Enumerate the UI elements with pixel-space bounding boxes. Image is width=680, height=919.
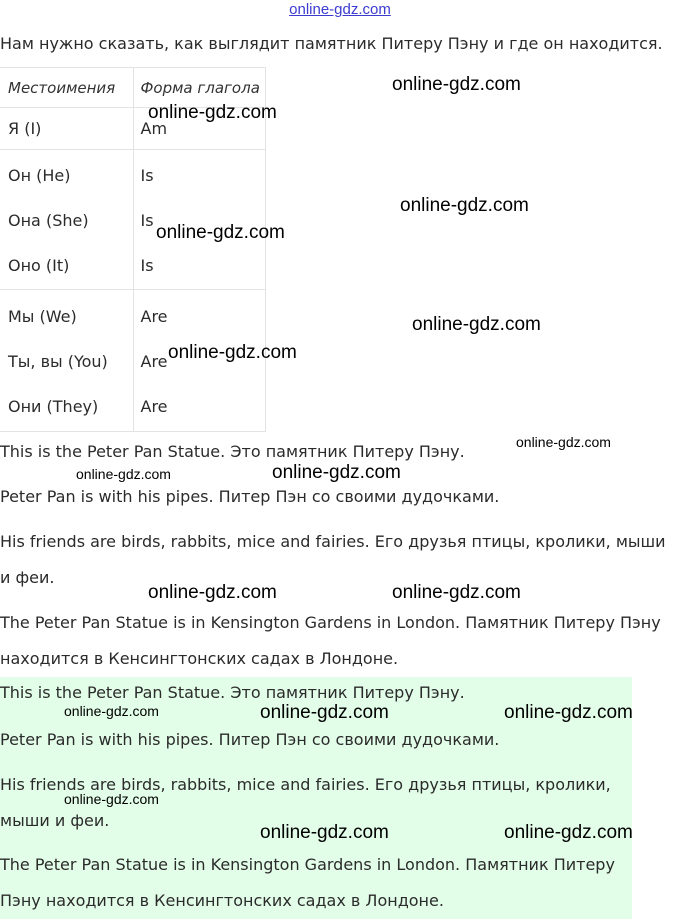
verb-cell: Is — [140, 211, 154, 230]
pronoun-cell: Мы (We) — [8, 307, 77, 326]
verb-cell: Are — [140, 307, 168, 326]
pronoun-cell: Оно (It) — [8, 256, 70, 275]
watermark: online-gdz.com — [392, 582, 521, 603]
watermark: online-gdz.com — [168, 342, 297, 363]
answer-line: The Peter Pan Statue is in Kensington Gardens in London. Памятник Питеру — [0, 855, 615, 874]
verb-cell: Am — [140, 119, 168, 138]
text-line: The Peter Pan Statue is in Kensington Gardens in London. Памятник Питеру Пэну — [0, 613, 661, 632]
watermark: online-gdz.com — [148, 582, 277, 603]
table-row — [0, 150, 265, 290]
verb-cell: Are — [140, 352, 168, 371]
answer-line: мыши и феи. — [0, 811, 110, 830]
table-header-pronouns: Местоимения — [0, 68, 133, 108]
watermark: online-gdz.com — [156, 222, 285, 243]
watermark: online-gdz.com — [260, 702, 389, 723]
watermark: online-gdz.com — [148, 102, 277, 123]
watermark: online-gdz.com — [260, 822, 389, 843]
answer-line: Peter Pan is with his pipes. Питер Пэн со своими дудочками. — [0, 730, 500, 749]
text-line: и феи. — [0, 568, 55, 587]
pronoun-cell: Ты, вы (You) — [8, 352, 108, 371]
answer-line: This is the Peter Pan Statue. Это памятник Питеру Пэну. — [0, 683, 465, 702]
text-line: находится в Кенсингтонских садах в Лондоне. — [0, 649, 399, 668]
site-header-link[interactable]: online-gdz.com — [289, 1, 391, 18]
answer-line: Пэну находится в Кенсингтонских садах в Лондоне. — [0, 891, 444, 910]
pronoun-cell: Они (They) — [8, 397, 99, 416]
pronoun-cell: Она (She) — [8, 211, 89, 230]
pronoun-cell: Он (He) — [8, 166, 71, 185]
watermark: online-gdz.com — [504, 822, 633, 843]
table-header-verb-form: Форма глагола — [133, 68, 265, 108]
verb-cell: Is — [140, 166, 154, 185]
answer-line: His friends are birds, rabbits, mice and fairies. Его друзья птицы, кролики, — [0, 775, 611, 794]
watermark: online-gdz.com — [272, 462, 401, 483]
watermark: online-gdz.com — [76, 466, 171, 482]
watermark: online-gdz.com — [64, 791, 159, 807]
verb-cell: Are — [140, 397, 168, 416]
watermark: online-gdz.com — [64, 703, 159, 719]
text-line: His friends are birds, rabbits, mice and fairies. Его друзья птицы, кролики, мыши — [0, 532, 666, 551]
watermark: online-gdz.com — [412, 314, 541, 335]
watermark: online-gdz.com — [516, 434, 611, 450]
watermark: online-gdz.com — [392, 74, 521, 95]
watermark: online-gdz.com — [400, 195, 529, 216]
text-line: Peter Pan is with his pipes. Питер Пэн со своими дудочками. — [0, 487, 500, 506]
verb-cell: Is — [140, 256, 154, 275]
watermark: online-gdz.com — [504, 702, 633, 723]
intro-text: Нам нужно сказать, как выглядит памятник Питеру Пэну и где он находится. — [0, 34, 663, 53]
text-line: This is the Peter Pan Statue. Это памятник Питеру Пэну. — [0, 442, 465, 461]
pronoun-cell: Я (I) — [8, 119, 42, 138]
